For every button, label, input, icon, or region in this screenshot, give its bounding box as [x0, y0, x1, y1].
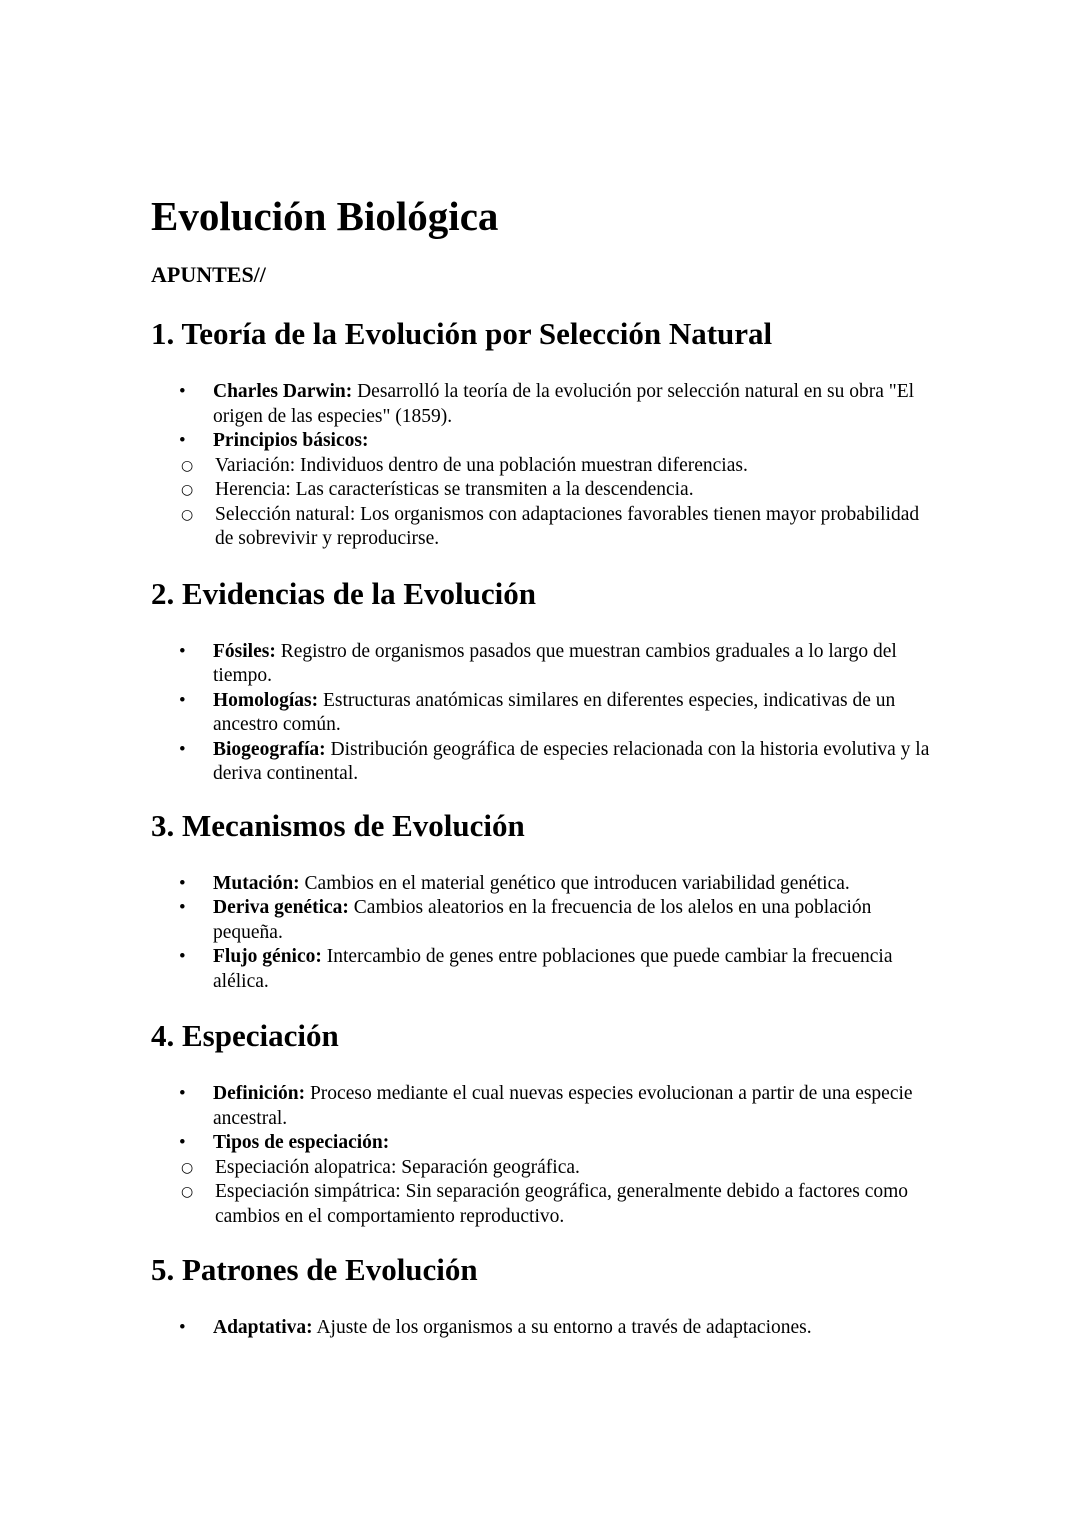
circle-bullet-icon: ○	[181, 457, 194, 474]
circle-bullet-icon: ○	[181, 506, 194, 523]
sub-list-item	[151, 503, 941, 552]
item-text: Cambios aleatorios en la frecuencia de los alelos en una población pequeña.	[213, 897, 872, 943]
item-term: Mutación:	[213, 872, 300, 894]
bullet-icon: •	[179, 640, 186, 662]
list-item	[151, 896, 941, 945]
section-especiacion	[151, 1018, 941, 1229]
bullet-icon: •	[179, 689, 186, 711]
item-term: Adaptativa:	[213, 1317, 313, 1338]
list-item	[151, 738, 941, 787]
section-teoria-evolucion	[151, 316, 941, 552]
circle-bullet-icon: ○	[181, 482, 194, 498]
bullet-icon: •	[179, 872, 186, 894]
sub-item-text: Especiación simpátrica: Sin separación geográfica, generalmente debido a factores como cambios en el comportamiento reproductivo.	[215, 1181, 909, 1227]
item-text: Distribución geográfica de especies relacionada con la historia evolutiva y la deriva continental.	[213, 738, 930, 784]
list-item	[151, 1316, 941, 1341]
item-term: Charles Darwin:	[213, 381, 353, 402]
sub-list	[151, 1156, 941, 1230]
section-patrones	[151, 1252, 941, 1341]
list-item	[151, 1082, 941, 1131]
item-term: Principios básicos:	[213, 430, 369, 451]
list-item	[151, 640, 941, 689]
bullet-icon: •	[179, 1083, 186, 1104]
section-heading: 5. Patrones de Evolución	[151, 1252, 478, 1287]
sub-list	[151, 454, 941, 552]
sub-list-item	[151, 478, 941, 503]
item-text: Estructuras anatómicas similares en diferentes especies, indicativas de un ancestro común.	[213, 689, 896, 735]
bullet-list	[151, 640, 941, 787]
bullet-icon: •	[179, 1132, 186, 1153]
bullet-icon: •	[179, 430, 186, 451]
document-page	[151, 192, 941, 1341]
item-term: Fósiles:	[213, 640, 276, 662]
section-heading: 1. Teoría de la Evolución por Selección Natural	[151, 316, 773, 351]
sub-list-item	[151, 454, 941, 479]
bullet-icon: •	[179, 946, 186, 967]
sub-item-text: Especiación alopatrica: Separación geográfica.	[215, 1156, 580, 1178]
bullet-icon: •	[179, 897, 186, 918]
bullet-list	[151, 1316, 941, 1341]
list-item	[151, 380, 941, 429]
item-term: Tipos de especiación:	[213, 1132, 390, 1153]
item-text: Intercambio de genes entre poblaciones que puede cambiar la frecuencia alélica.	[213, 946, 893, 992]
section-heading: 2. Evidencias de la Evolución	[151, 575, 536, 611]
sub-item-text: Herencia: Las características se transmiten a la descendencia.	[215, 479, 694, 500]
item-text: Cambios en el material genético que introducen variabilidad genética.	[299, 872, 850, 894]
bullet-icon: •	[179, 381, 186, 402]
sub-item-text: Variación: Individuos dentro de una población muestran diferencias.	[215, 454, 748, 476]
list-item	[151, 872, 941, 897]
bullet-list	[151, 1082, 941, 1229]
item-text: Ajuste de los organismos a su entorno a través de adaptaciones.	[312, 1317, 812, 1338]
sub-item-text: Selección natural: Los organismos con adaptaciones favorables tienen mayor probabilidad de sobrevivir y reproducirse.	[215, 503, 920, 549]
section-evidencias	[151, 576, 941, 787]
bullet-icon: •	[179, 1317, 186, 1338]
section-mecanismos	[151, 808, 941, 995]
item-term: Homologías:	[213, 689, 319, 711]
bullet-list	[151, 872, 941, 995]
section-heading: 3. Mecanismos de Evolución	[151, 807, 525, 843]
item-text: Registro de organismos pasados que muestran cambios graduales a lo largo del tiempo.	[213, 640, 897, 686]
bullet-list	[151, 380, 941, 552]
document-subtitle: APUNTES//	[151, 262, 266, 287]
item-text: Proceso mediante el cual nuevas especies evolucionan a partir de una especie ancestral.	[213, 1083, 913, 1129]
item-text: Desarrolló la teoría de la evolución por selección natural en su obra "El origen de las especies" (1859).	[213, 381, 915, 427]
item-term: Definición:	[213, 1083, 306, 1104]
list-item	[151, 1131, 941, 1229]
item-term: Flujo génico:	[213, 946, 322, 967]
circle-bullet-icon: ○	[181, 1159, 194, 1176]
sub-list-item	[151, 1156, 941, 1181]
circle-bullet-icon: ○	[181, 1184, 194, 1200]
item-term: Deriva genética:	[213, 897, 349, 918]
sub-list-item	[151, 1180, 941, 1229]
list-item	[151, 689, 941, 738]
item-term: Biogeografía:	[213, 738, 326, 760]
document-title: Evolución Biológica	[151, 193, 499, 239]
list-item	[151, 945, 941, 994]
list-item	[151, 429, 941, 552]
bullet-icon: •	[179, 738, 186, 760]
section-heading: 4. Especiación	[151, 1018, 339, 1053]
